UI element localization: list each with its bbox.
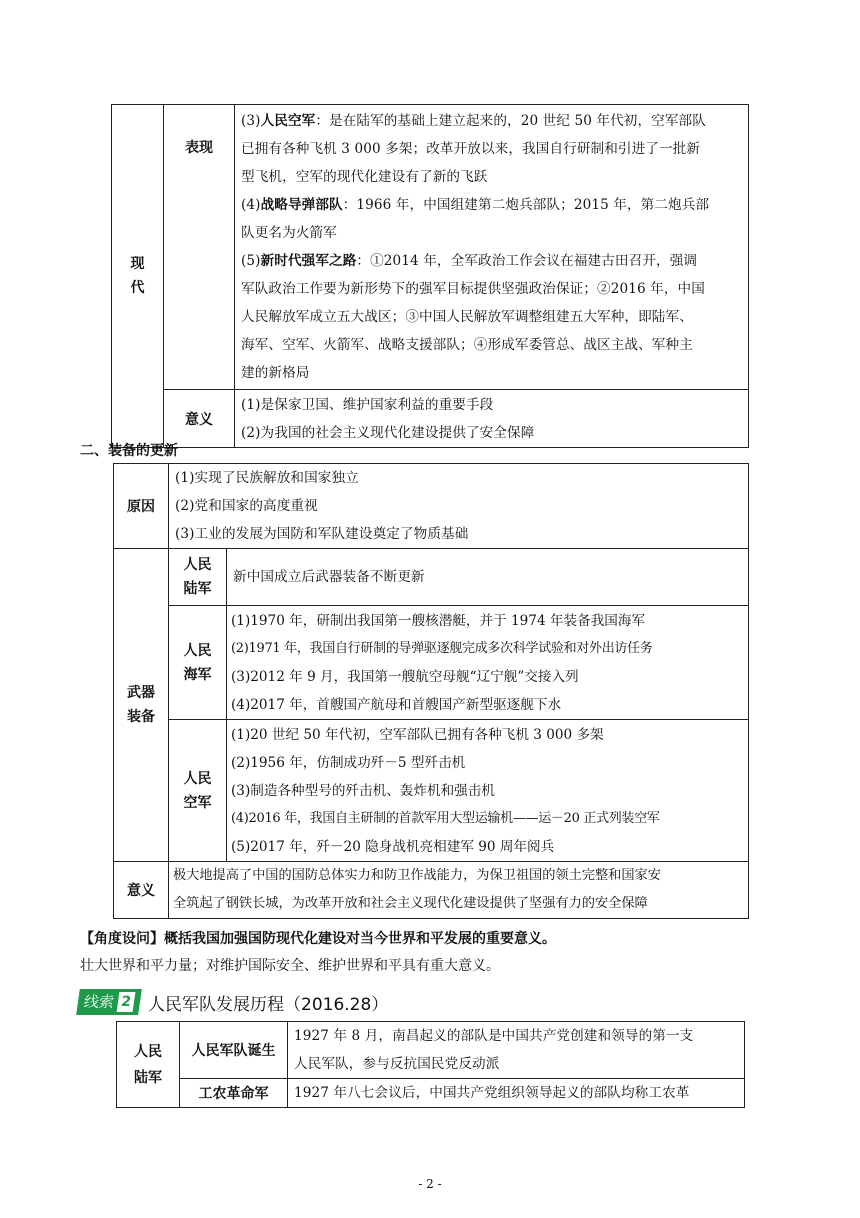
new-era-line-5: 建的新格局 [241, 365, 310, 381]
revolutionary-army-label: 工农革命军 [180, 1079, 288, 1108]
air-label-1: 人民 [183, 770, 212, 787]
reason-line-2: (2)党和国家的高度重视 [175, 498, 318, 514]
air-line-5: (5)2017 年，歼－20 隐身战机亮相建军 90 周年阅兵 [231, 838, 555, 855]
page-number: - 2 - [418, 1177, 442, 1191]
air-force-line-2: 已拥有各种飞机 3 000 多架；改革开放以来，我国自行研制和引进了一批新 [241, 141, 701, 157]
clue-label-box [76, 989, 142, 1015]
reason-content [169, 464, 749, 549]
air-line-2: (2)1956 年，仿制成功歼－5 型歼击机 [231, 754, 466, 771]
air-line-3: (3)制造各种型号的歼击机、轰炸机和强击机 [231, 782, 495, 799]
birth-line-2: 人民军队，参与反抗国民党反动派 [294, 1056, 500, 1072]
missile-line-2: 队更名为火箭军 [241, 225, 337, 241]
reason-label: 原因 [114, 464, 169, 549]
army-row-label [117, 1022, 180, 1108]
performance-label: 表现 [164, 105, 235, 390]
navy-line-3: (3)2012 年 9 月，我国第一艘航空母舰“辽宁舰”交接入列 [231, 668, 579, 685]
air-force-content [227, 720, 749, 862]
air-force-line-3: 型飞机，空军的现代化建设有了新的飞跃 [241, 169, 488, 185]
revo-line-1: 1927 年八七会议后，中国共产党组织领导起义的部队均称工农革 [294, 1085, 690, 1101]
navy-label-1: 人民 [183, 642, 212, 659]
army-label [169, 549, 227, 606]
new-era-line-3: 人民解放军成立五大战区；③中国人民解放军调整组建五大军种，即陆军、 [241, 309, 693, 325]
air-label-2: 空军 [183, 794, 212, 811]
weapons-label-2: 装备 [127, 709, 155, 725]
row-label-char-2: 代 [130, 280, 145, 296]
army-content [227, 549, 749, 606]
meaning-content [235, 390, 749, 448]
section-title-equipment: 二、装备的更新 [80, 443, 178, 459]
revolutionary-army-content [288, 1079, 745, 1108]
reason-line-3: (3)工业的发展为国防和军队建设奠定了物质基础 [175, 526, 469, 542]
equipment-table [113, 463, 749, 919]
meaning-line-1: (1)是保家卫国、维护国家利益的重要手段 [241, 396, 494, 413]
army-label-1: 人民 [183, 557, 212, 573]
significance-label: 意义 [114, 862, 169, 919]
navy-content [227, 606, 749, 720]
army-history-table [116, 1021, 745, 1108]
air-line-4: (4)2016 年，我国自主研制的首款军用大型运输机——运－20 正式列装空军 [231, 810, 660, 826]
significance-line-2: 全筑起了钢铁长城，为改革开放和社会主义现代化建设提供了坚强有力的安全保障 [173, 896, 648, 911]
army-birth-label: 人民军队诞生 [180, 1022, 288, 1079]
significance-content [169, 862, 749, 919]
birth-line-1: 1927 年 8 月，南昌起义的部队是中国共产党创建和领导的第一支 [294, 1028, 694, 1044]
army-line: 新中国成立后武器装备不断更新 [233, 569, 425, 585]
row-label-modern [112, 105, 164, 448]
weapons-label-1: 武器 [127, 685, 155, 701]
missile-line-1: (4)战略导弹部队：1966 年，中国组建第二炮兵部队；2015 年，第二炮兵部 [241, 197, 710, 213]
clue-label: 线索 [82, 993, 116, 1011]
navy-line-2: (2)1971 年，我国自行研制的导弹驱逐舰完成多次科学试验和对外出访任务 [231, 640, 653, 656]
weapons-label [114, 549, 169, 862]
meaning-line-2: (2)为我国的社会主义现代化建设提供了安全保障 [241, 424, 535, 441]
modern-table [111, 104, 749, 448]
army-label-2: 陆军 [183, 581, 212, 597]
clue-badge [78, 989, 388, 1015]
clue-number: 2 [117, 992, 136, 1012]
new-era-line-1: (5)新时代强军之路：①2014 年，全军政治工作会议在福建古田召开，强调 [241, 253, 698, 269]
navy-label-2: 海军 [183, 666, 212, 683]
air-force-label [169, 720, 227, 862]
navy-label [169, 606, 227, 720]
new-era-line-4: 海军、空军、火箭军、战略支援部队；④形成军委管总、战区主战、军种主 [241, 337, 693, 353]
army-row-label-1: 人民 [134, 1043, 162, 1060]
angle-question: 【角度设问】概括我国加强国防现代化建设对当今世界和平发展的重要意义。 [80, 931, 556, 947]
performance-content [235, 105, 749, 390]
army-birth-content [288, 1022, 745, 1079]
air-line-1: (1)20 世纪 50 年代初，空军部队已拥有各种飞机 3 000 多架 [231, 726, 604, 743]
army-row-label-2: 陆军 [134, 1069, 162, 1086]
reason-line-1: (1)实现了民族解放和国家独立 [175, 470, 359, 486]
navy-line-1: (1)1970 年，研制出我国第一艘核潜艇，并于 1974 年装备我国海军 [231, 612, 646, 629]
air-force-line-1: (3)人民空军：是在陆军的基础上建立起来的，20 世纪 50 年代初，空军部队 [241, 113, 706, 129]
meaning-label: 意义 [164, 390, 235, 448]
angle-answer: 壮大世界和平力量；对维护国际安全、维护世界和平具有重大意义。 [80, 958, 500, 974]
navy-line-4: (4)2017 年，首艘国产航母和首艘国产新型驱逐舰下水 [231, 696, 562, 713]
row-label-char-1: 现 [130, 256, 145, 272]
new-era-line-2: 军队政治工作要为新形势下的强军目标提供坚强政治保证；②2016 年，中国 [241, 281, 705, 297]
clue-title: 人民军队发展历程（2016.28） [148, 994, 389, 1015]
significance-line-1: 极大地提高了中国的国防总体实力和防卫作战能力，为保卫祖国的领土完整和国家安 [173, 868, 661, 883]
